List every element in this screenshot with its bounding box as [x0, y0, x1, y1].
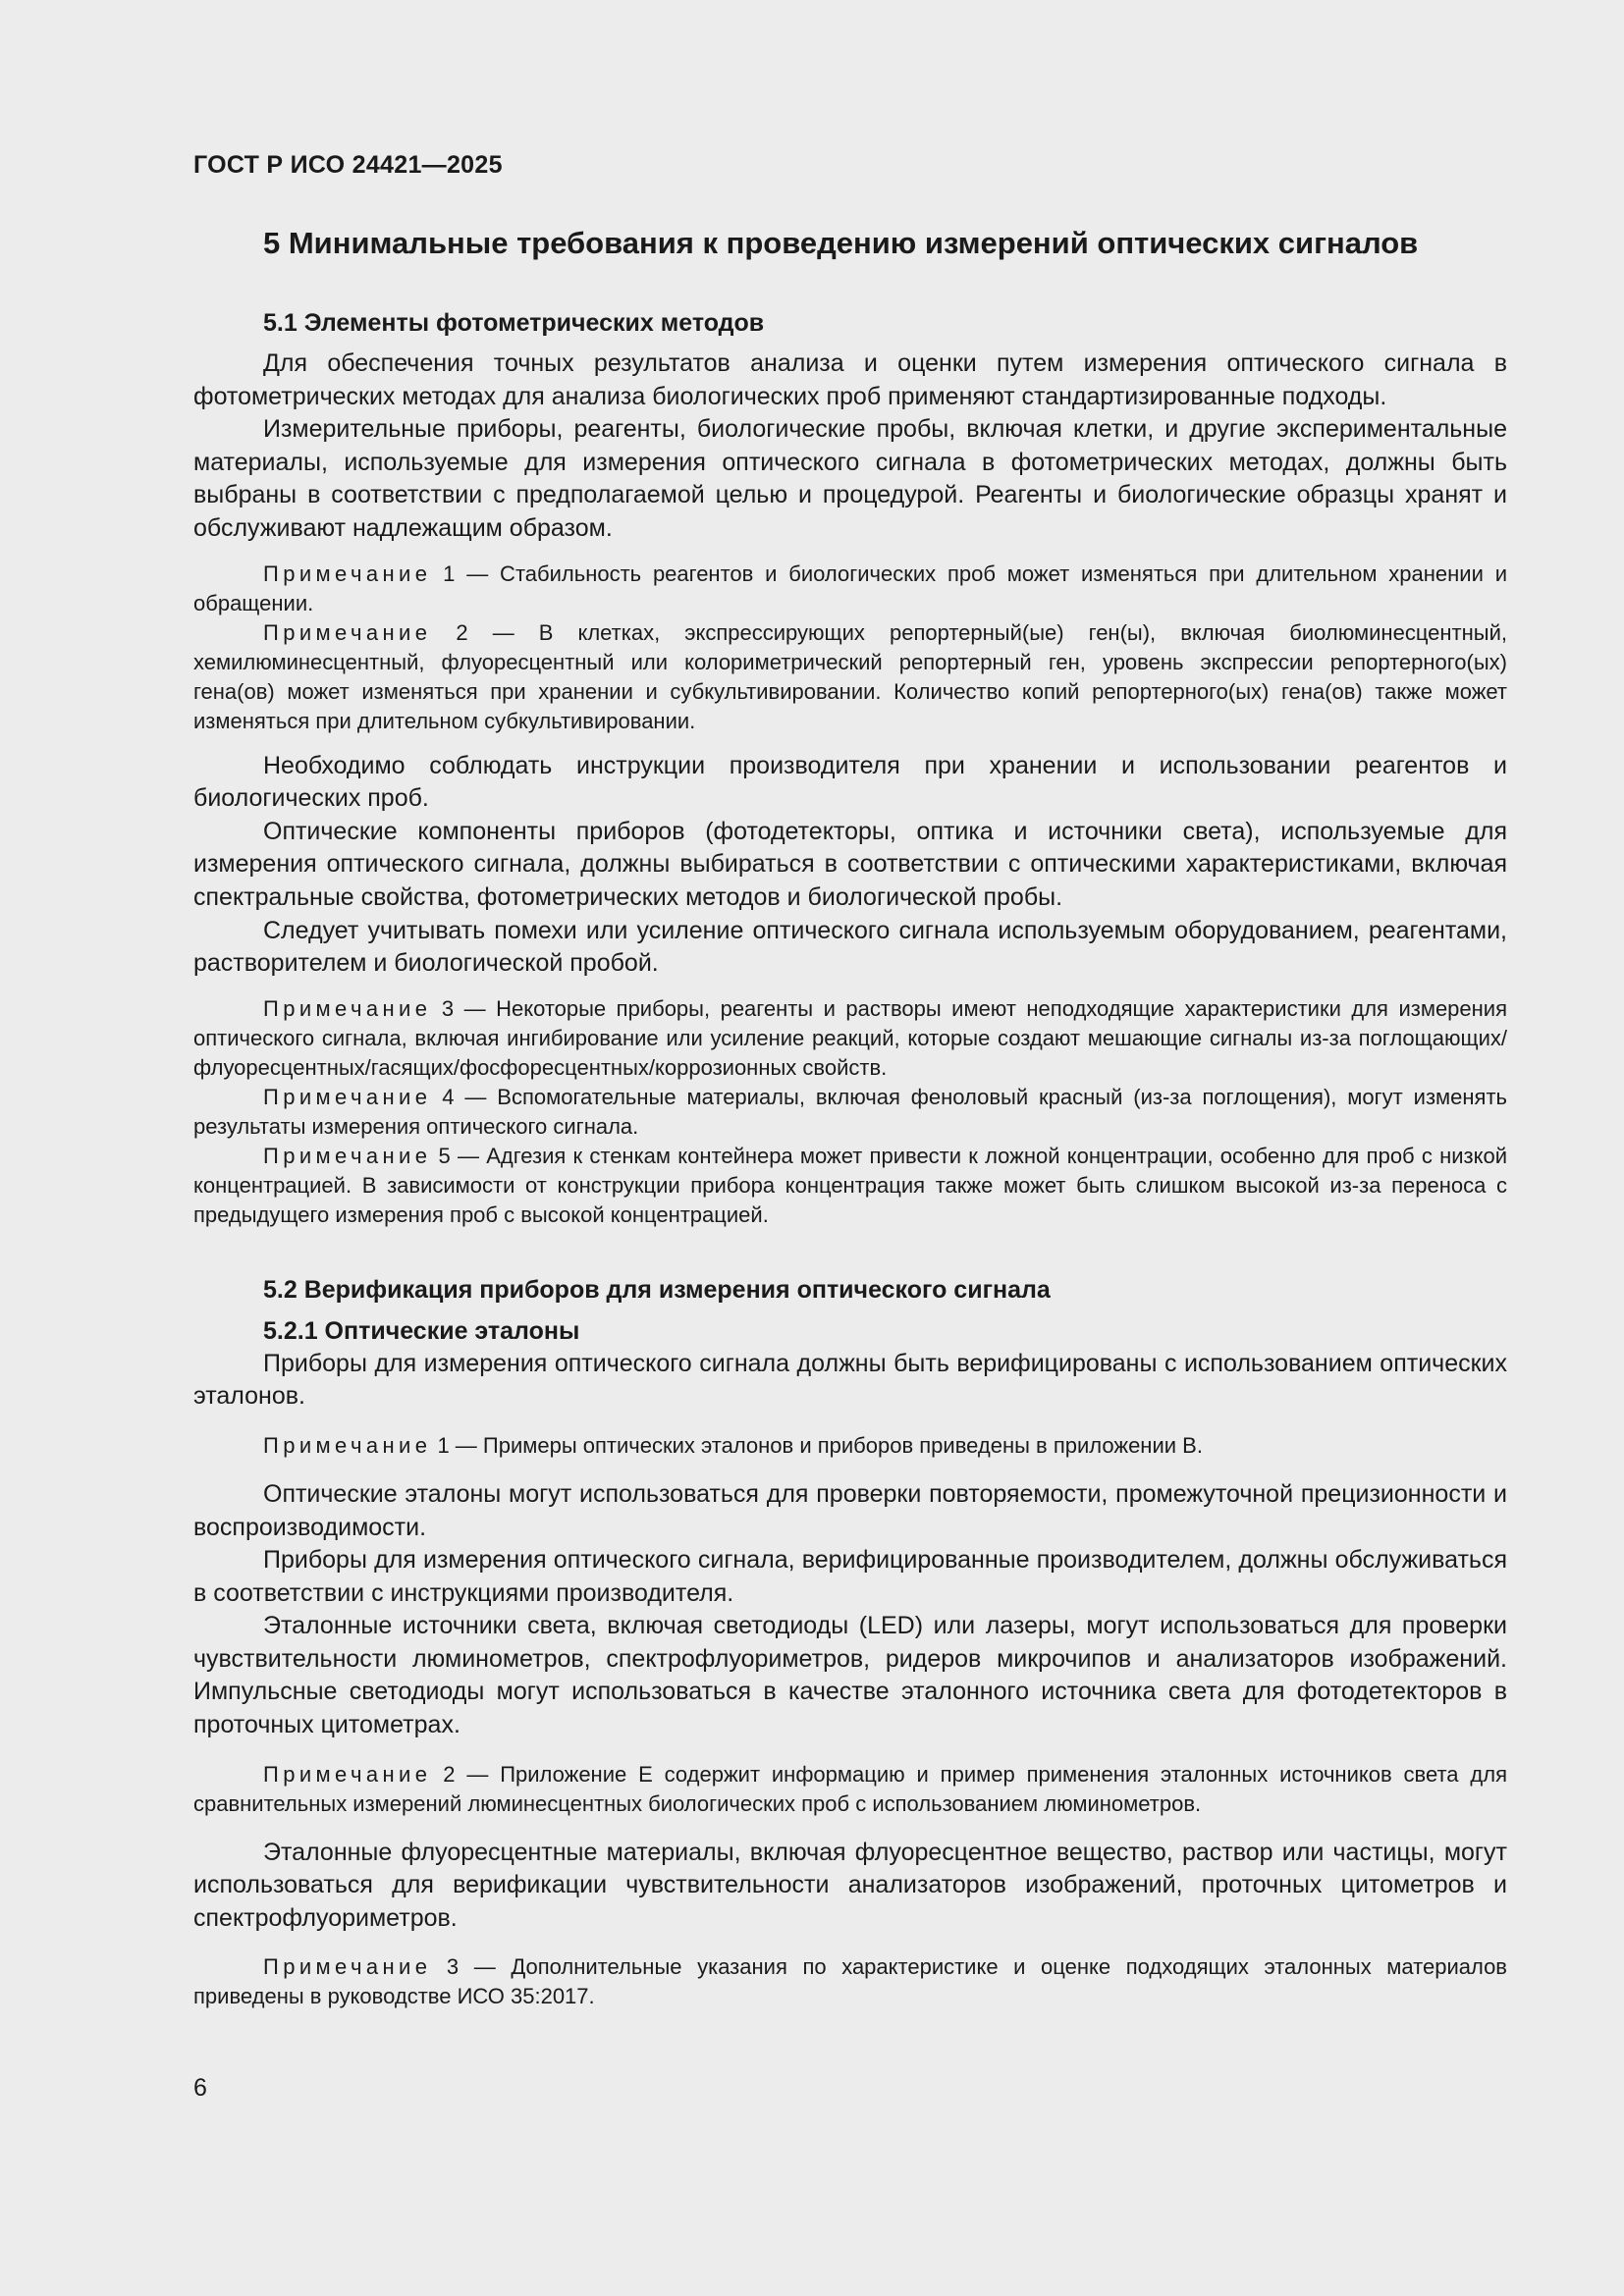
paragraph: Необходимо соблюдать инструкции производителя при хранении и использовании реагентов и биологических проб.	[193, 751, 1507, 813]
note-label: Примечание	[263, 1084, 432, 1109]
note	[193, 994, 1507, 1083]
subsection-title-5-1: 5.1 Элементы фотометрических методов	[263, 309, 765, 337]
paragraph: Эталонные источники света, включая светодиоды (LED) или лазеры, могут использоваться для проверки чувствительности люминометров, спектрофлуориметров, ридеров микрочипов и анализаторов изображений. Импульсные светодиоды могут использоваться в качестве эталонного источника света для фотодетекторов в проточных цитометрах.	[193, 1612, 1507, 1739]
note-text: 3 — Дополнительные указания по характеристике и оценке подходящих эталонных материалов приведены в руководстве ИСО 35:2017.	[193, 1954, 1507, 2009]
note-text: 4 — Вспомогательные материалы, включая феноловый красный (из-за поглощения), могут изменять результаты измерения оптического сигнала.	[193, 1084, 1507, 1139]
note-label: Примечание	[263, 619, 432, 645]
paragraph: Для обеспечения точных результатов анализа и оценки путем измерения оптического сигнала в фотометрических методах для анализа биологических проб применяют стандартизированные подходы.	[193, 349, 1507, 410]
note-label: Примечание	[263, 995, 432, 1021]
paragraph: Оптические компоненты приборов (фотодетекторы, оптика и источники света), используемые для измерения оптического сигнала, должны выбираться в соответствии с оптическими характеристиками, включая спектральные свойства, фотометрических методов и биологической пробы.	[193, 817, 1507, 911]
paragraph: Измерительные приборы, реагенты, биологические пробы, включая клетки, и другие экспериментальные материалы, используемые для измерения оптического сигнала в фотометрических методах, должны быть выбраны в соответствии с предполагаемой целью и процедурой. Реагенты и биологические образцы хранят и обслуживают надлежащим образом.	[193, 415, 1507, 542]
paragraph: Следует учитывать помехи или усиление оптического сигнала используемым оборудованием, реагентами, растворителем и биологической пробой.	[193, 916, 1507, 978]
subsection-title-5-2-1: 5.2.1 Оптические эталоны	[263, 1316, 580, 1345]
note-text: 2 — В клетках, экспрессирующих репортерный(ые) ген(ы), включая биолюминесцентный, хемилюминесцентный, флуоресцентный или колориметрический репортерный ген, уровень экспрессии репортерного(ых) гена(ов) может изменяться при хранении и субкультивировании. Количество копий репортерного(ых) гена(ов) также может изменяться при длительном субкультивировании.	[193, 619, 1507, 733]
paragraph: Эталонные флуоресцентные материалы, включая флуоресцентное вещество, раствор или частицы, могут использоваться для верификации чувствительности анализаторов изображений, проточных цитометров и спектрофлуориметров.	[193, 1838, 1507, 1932]
note-text: 2 — Приложение Е содержит информацию и пример применения эталонных источников света для сравнительных измерений люминесцентных биологических проб с использованием люминометров.	[193, 1761, 1507, 1816]
note	[193, 1431, 1507, 1461]
note	[193, 618, 1507, 736]
paragraph: Приборы для измерения оптического сигнала должны быть верифицированы с использованием оптических эталонов.	[193, 1349, 1507, 1411]
subsection-title-5-2: 5.2 Верификация приборов для измерения оптического сигнала	[263, 1275, 1051, 1304]
document-header: ГОСТ Р ИСО 24421—2025	[193, 151, 503, 179]
note-text: 3 — Некоторые приборы, реагенты и растворы имеют неподходящие характеристики для измерения оптического сигнала, включая ингибирование или усиление реакций, которые создают мешающие сигналы из-за поглощающих/флуоресцентных/гасящих/фосфоресцентных/коррозионных свойств.	[193, 995, 1507, 1080]
note-label: Примечание	[263, 1432, 432, 1458]
page-content	[193, 306, 1507, 2011]
note	[193, 1760, 1507, 1819]
note	[193, 1142, 1507, 1230]
note	[193, 1083, 1507, 1142]
note-label: Примечание	[263, 561, 432, 586]
note-text: 1 — Стабильность реагентов и биологических проб может изменяться при длительном хранении и обращении.	[193, 561, 1507, 615]
section-title: 5 Минимальные требования к проведению измерений оптических сигналов	[263, 226, 1419, 260]
paragraph: Оптические эталоны могут использоваться для проверки повторяемости, промежуточной прецизионности и воспроизводимости.	[193, 1479, 1507, 1541]
note	[193, 1952, 1507, 2011]
note-label: Примечание	[263, 1954, 432, 1980]
paragraph: Приборы для измерения оптического сигнала, верифицированные производителем, должны обслуживаться в соответствии с инструкциями производителя.	[193, 1546, 1507, 1607]
note-text: 1 — Примеры оптических эталонов и приборов приведены в приложении В.	[431, 1432, 1203, 1458]
note	[193, 560, 1507, 618]
note-label: Примечание	[263, 1761, 432, 1787]
note-label: Примечание	[263, 1143, 432, 1168]
note-text: 5 — Адгезия к стенкам контейнера может привести к ложной концентрации, особенно для проб с низкой концентрацией. В зависимости от конструкции прибора концентрация также может быть слишком высокой из-за переноса с предыдущего измерения проб с высокой концентрацией.	[193, 1143, 1507, 1227]
page-number: 6	[193, 2074, 207, 2102]
